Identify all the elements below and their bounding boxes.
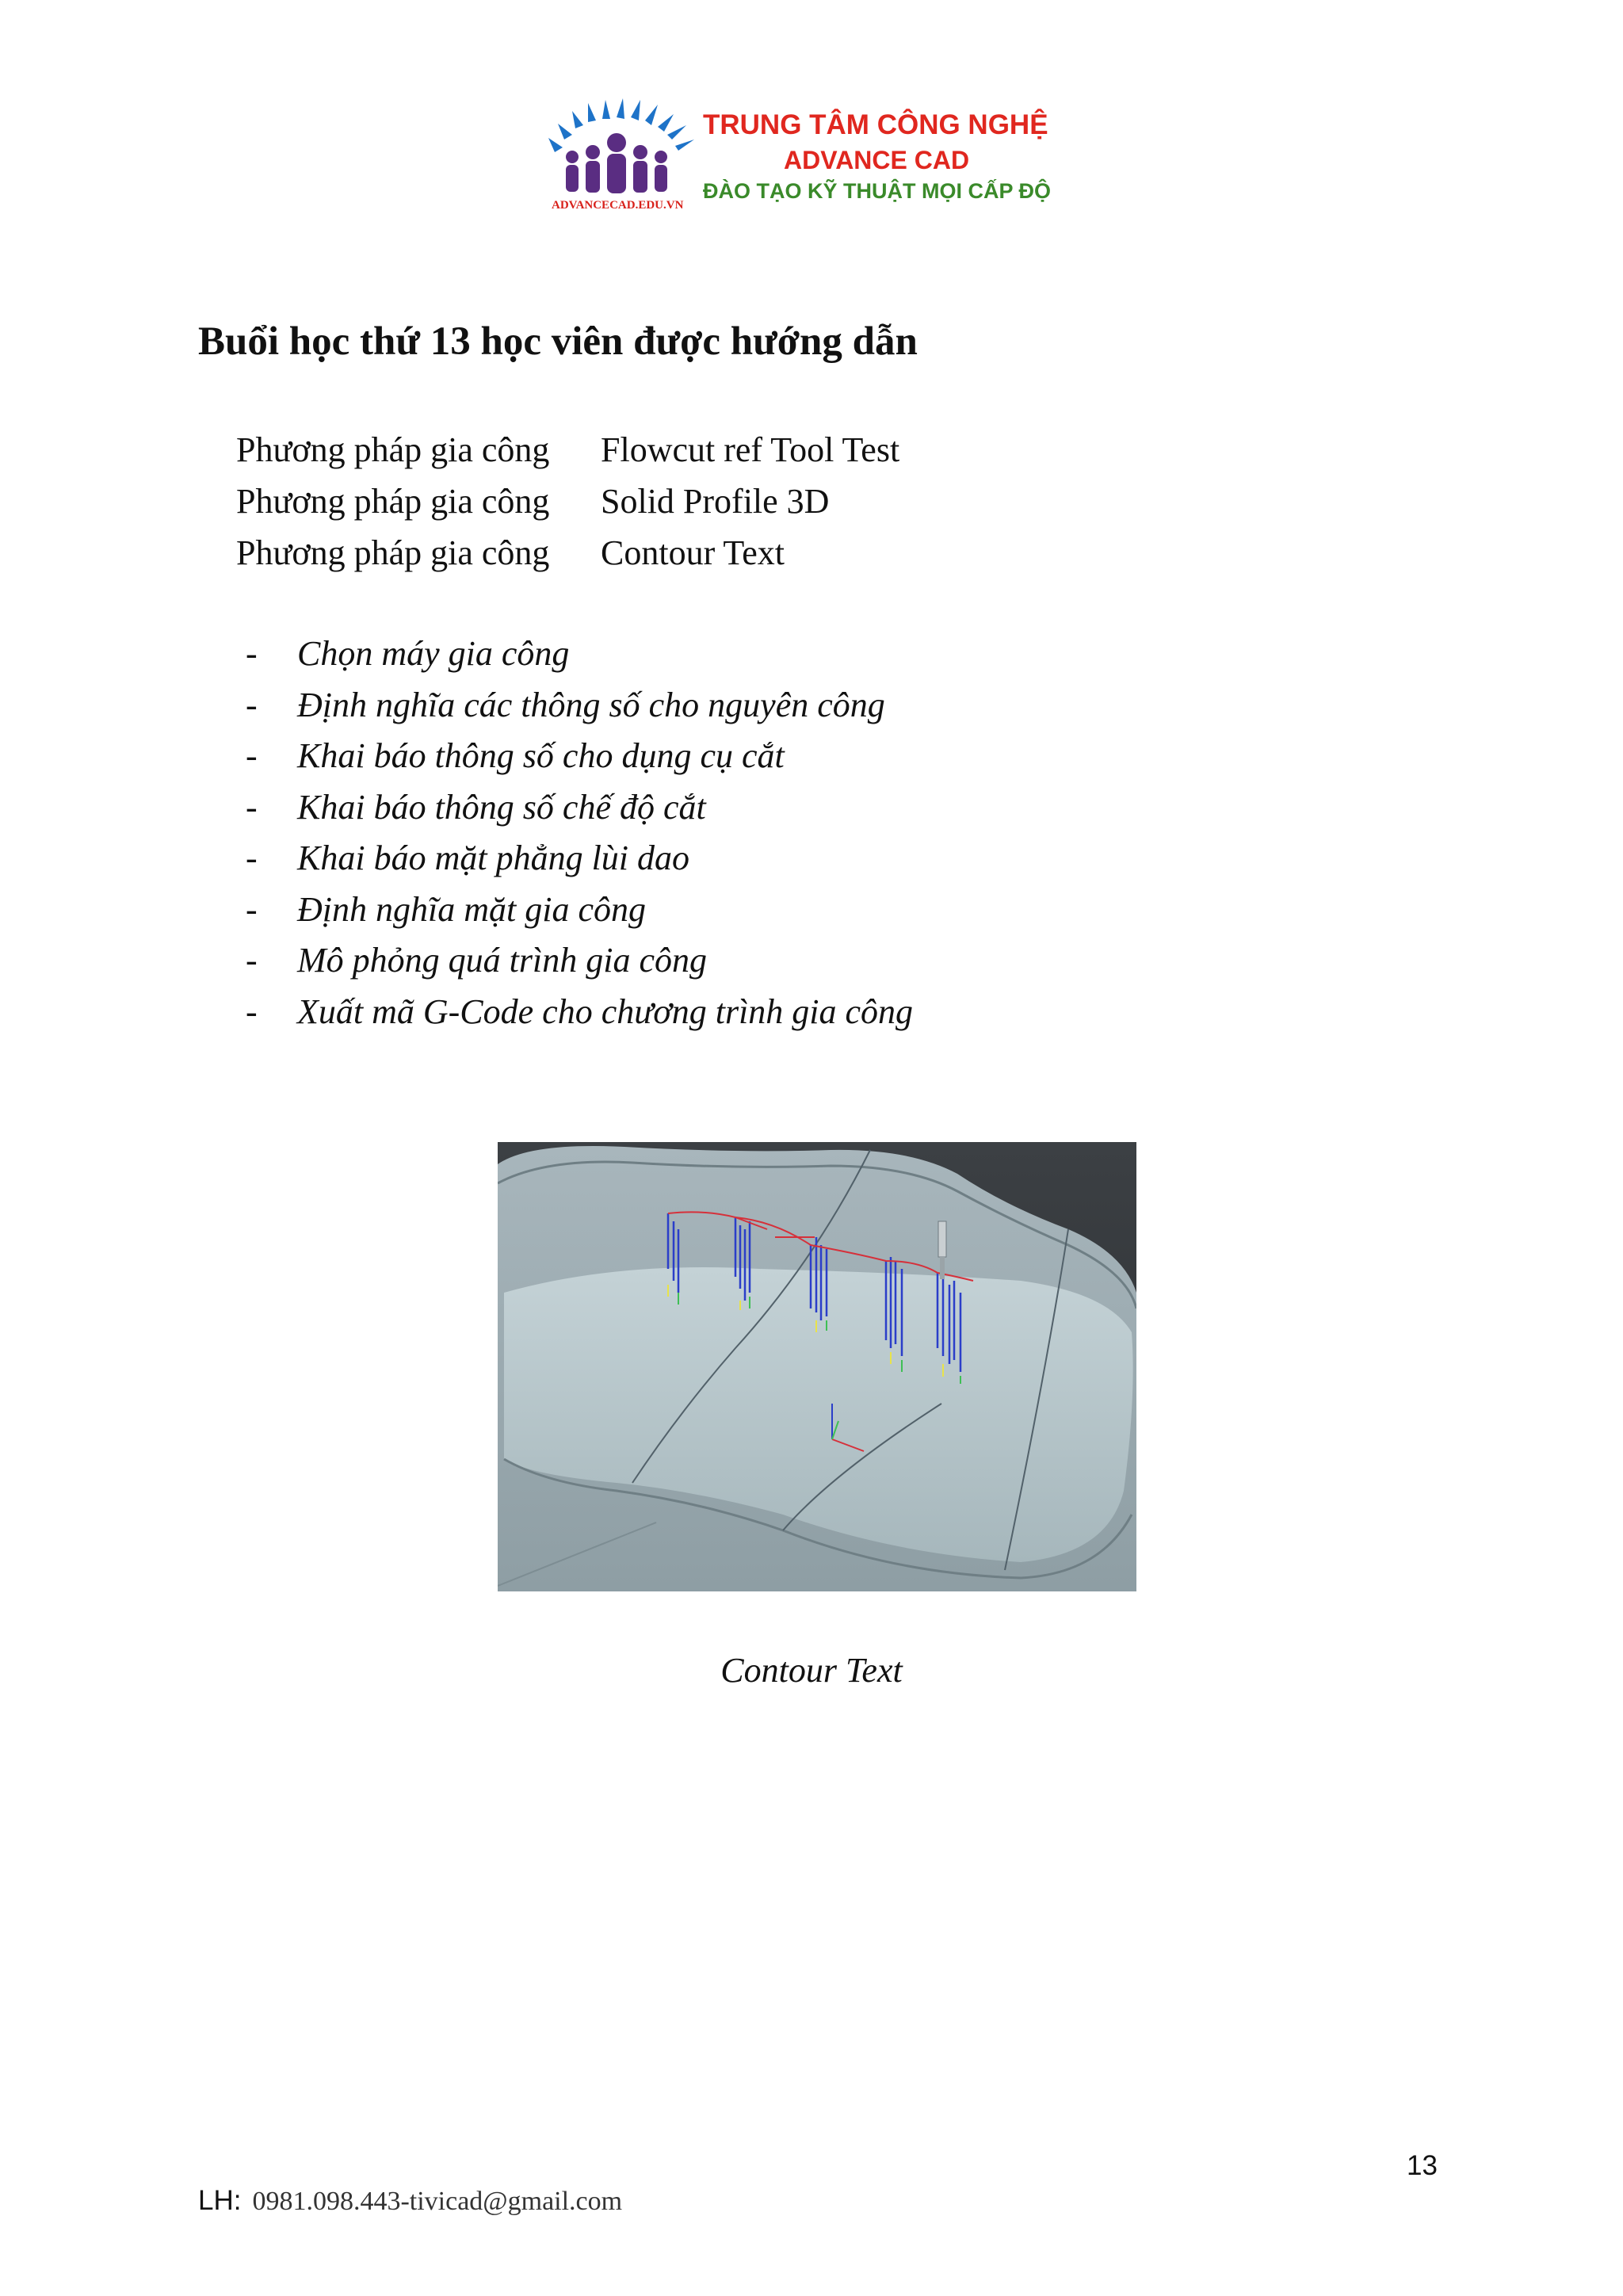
step-text: Định nghĩa mặt gia công bbox=[297, 889, 646, 929]
logo-title-line1: TRUNG TÂM CÔNG NGHỆ bbox=[703, 109, 1048, 140]
logo-tagline: ĐÀO TẠO KỸ THUẬT MỌI CẤP ĐỘ bbox=[703, 179, 1052, 203]
page-number: 13 bbox=[1407, 2150, 1438, 2181]
method-value: Solid Profile 3D bbox=[601, 482, 830, 521]
list-item bbox=[246, 935, 913, 987]
list-item bbox=[246, 680, 913, 732]
bullet-dash: - bbox=[246, 787, 258, 827]
method-value: Flowcut ref Tool Test bbox=[601, 430, 900, 469]
step-text: Khai báo thông số chế độ cắt bbox=[297, 787, 706, 827]
method-label: Phương pháp gia công bbox=[236, 482, 550, 521]
bullet-dash: - bbox=[246, 736, 258, 775]
bullet-dash: - bbox=[246, 991, 258, 1031]
list-item bbox=[246, 833, 913, 884]
figure-caption: Contour Text bbox=[720, 1651, 903, 1690]
method-label: Phương pháp gia công bbox=[236, 533, 550, 572]
cam-render-figure bbox=[498, 1142, 1136, 1591]
footer-contact: 0981.098.443-tivicad@gmail.com bbox=[252, 2187, 623, 2216]
step-text: Chọn máy gia công bbox=[297, 634, 570, 673]
method-value: Contour Text bbox=[601, 533, 785, 572]
step-text: Khai báo mặt phẳng lùi dao bbox=[297, 839, 690, 877]
method-label: Phương pháp gia công bbox=[236, 430, 550, 469]
logo-title-line2: ADVANCE CAD bbox=[784, 146, 970, 174]
logo-url: ADVANCECAD.EDU.VN bbox=[552, 199, 684, 212]
bullet-dash: - bbox=[246, 889, 258, 929]
step-text: Khai báo thông số cho dụng cụ cắt bbox=[297, 736, 785, 775]
footer-label: LH: bbox=[198, 2185, 242, 2216]
list-item bbox=[246, 987, 913, 1038]
method-line bbox=[236, 424, 899, 476]
method-line bbox=[236, 476, 899, 527]
bullet-dash: - bbox=[246, 941, 258, 980]
methods-list bbox=[236, 424, 899, 579]
header-logo bbox=[548, 94, 1071, 220]
list-item bbox=[246, 884, 913, 936]
section-heading: Buổi học thứ 13 học viên được hướng dẫn bbox=[198, 319, 918, 364]
step-text: Định nghĩa các thông số cho nguyên công bbox=[297, 685, 885, 724]
bullet-dash: - bbox=[246, 634, 258, 673]
list-item bbox=[246, 731, 913, 782]
footer bbox=[198, 2185, 622, 2217]
logo-graphic bbox=[548, 94, 707, 212]
toolpath-render bbox=[498, 1142, 1136, 1591]
method-line bbox=[236, 527, 899, 579]
list-item bbox=[246, 782, 913, 834]
steps-list bbox=[246, 628, 913, 1037]
bullet-dash: - bbox=[246, 839, 258, 877]
step-text: Xuất mã G-Code cho chương trình gia công bbox=[297, 991, 914, 1031]
list-item bbox=[246, 628, 913, 680]
step-text: Mô phỏng quá trình gia công bbox=[297, 941, 707, 980]
bullet-dash: - bbox=[246, 685, 258, 724]
